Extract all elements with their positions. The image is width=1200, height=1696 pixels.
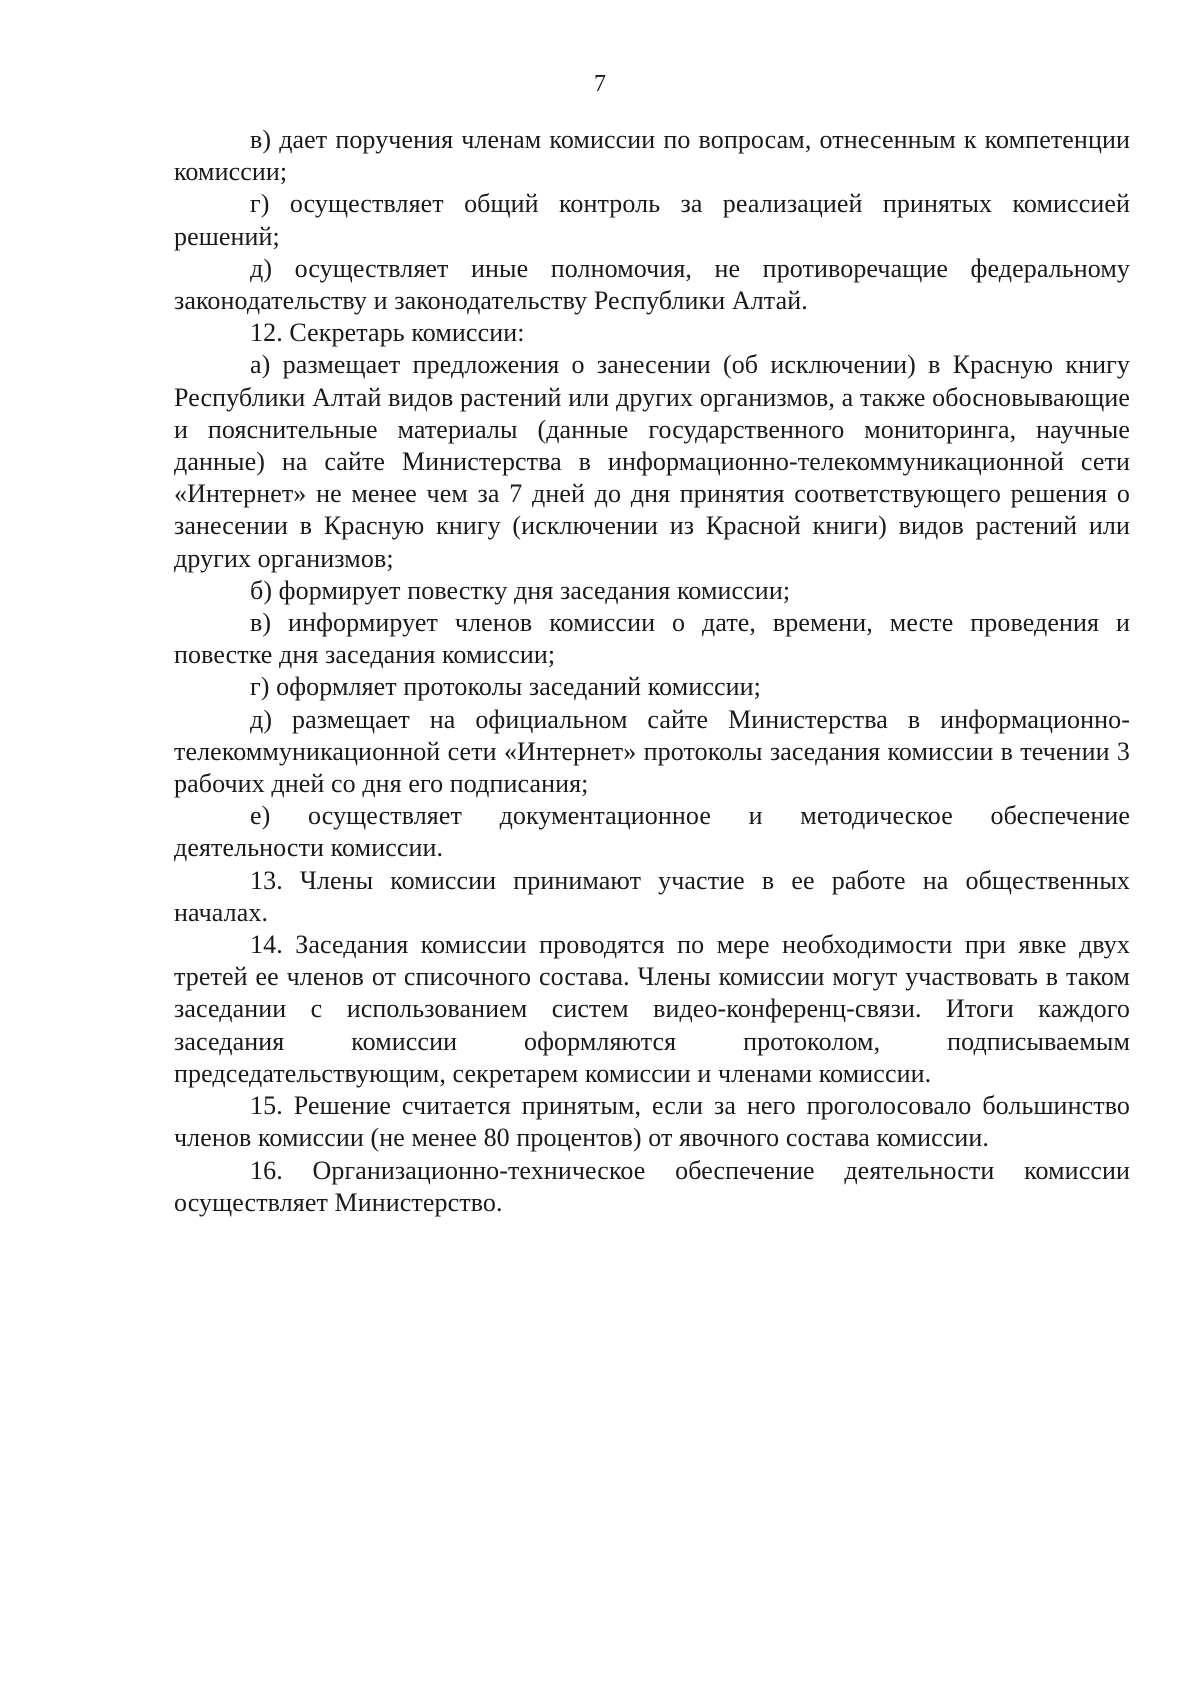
paragraph-e-documentation: е) осуществляет документационное и методическое обеспечение деятельности комиссии. — [174, 801, 1130, 863]
paragraph-g-control: г) осуществляет общий контроль за реализацией принятых комиссией решений; — [174, 189, 1130, 251]
paragraph-13-voluntary: 13. Члены комиссии принимают участие в ее работе на общественных началах. — [174, 865, 1130, 927]
document-body — [174, 124, 1130, 1219]
paragraph-16-support: 16. Организационно-техническое обеспечение деятельности комиссии осуществляет Министерство. — [174, 1155, 1130, 1217]
page-number: 7 — [594, 71, 606, 97]
paragraph-v-informs-members: в) информирует членов комиссии о дате, времени, месте проведения и повестке дня заседания комиссии; — [174, 608, 1130, 670]
paragraph-v-instructions: в) дает поручения членам комиссии по вопросам, отнесенным к компетенции комиссии; — [174, 125, 1130, 187]
paragraph-14-meetings: 14. Заседания комиссии проводятся по мере необходимости при явке двух третей ее членов от списочного состава. Члены комиссии могут участвовать в таком заседании с использованием систем видео-конференц-связи. Итоги каждого заседания комиссии оформляются протоколом, подписываемым председательствующим, секретарем комиссии и членами комиссии. — [174, 930, 1130, 1088]
paragraph-d-other-powers: д) осуществляет иные полномочия, не противоречащие федеральному законодательству и законодательству Республики Алтай. — [174, 253, 1130, 316]
paragraph-12-secretary: 12. Секретарь комиссии: — [250, 318, 525, 348]
paragraph-d-publishes-minutes: д) размещает на официальном сайте Министерства в информационно-телекоммуникационной сети «Интернет» протоколы заседания комиссии в течении 3 рабочих дней со дня его подписания; — [174, 704, 1130, 799]
paragraph-b-agenda: б) формирует повестку дня заседания комиссии; — [250, 575, 791, 605]
paragraph-15-decision: 15. Решение считается принятым, если за него проголосовало большинство членов комиссии (не менее 80 процентов) от явочного состава комиссии. — [174, 1091, 1130, 1153]
paragraph-a-publishes-proposals: а) размещает предложения о занесении (об исключении) в Красную книгу Республики Алтай видов растений или других организмов, а также обосновывающие и пояснительные материалы (данные государственного мониторинга, научные данные) на сайте Министерства в информационно-телекоммуникационной сети «Интернет» не менее чем за 7 дней до дня принятия соответствующего решения о занесении в Красную книгу (исключении из Красной книги) видов растений или других организмов; — [174, 350, 1130, 573]
paragraph-g-minutes: г) оформляет протоколы заседаний комиссии; — [250, 672, 761, 702]
